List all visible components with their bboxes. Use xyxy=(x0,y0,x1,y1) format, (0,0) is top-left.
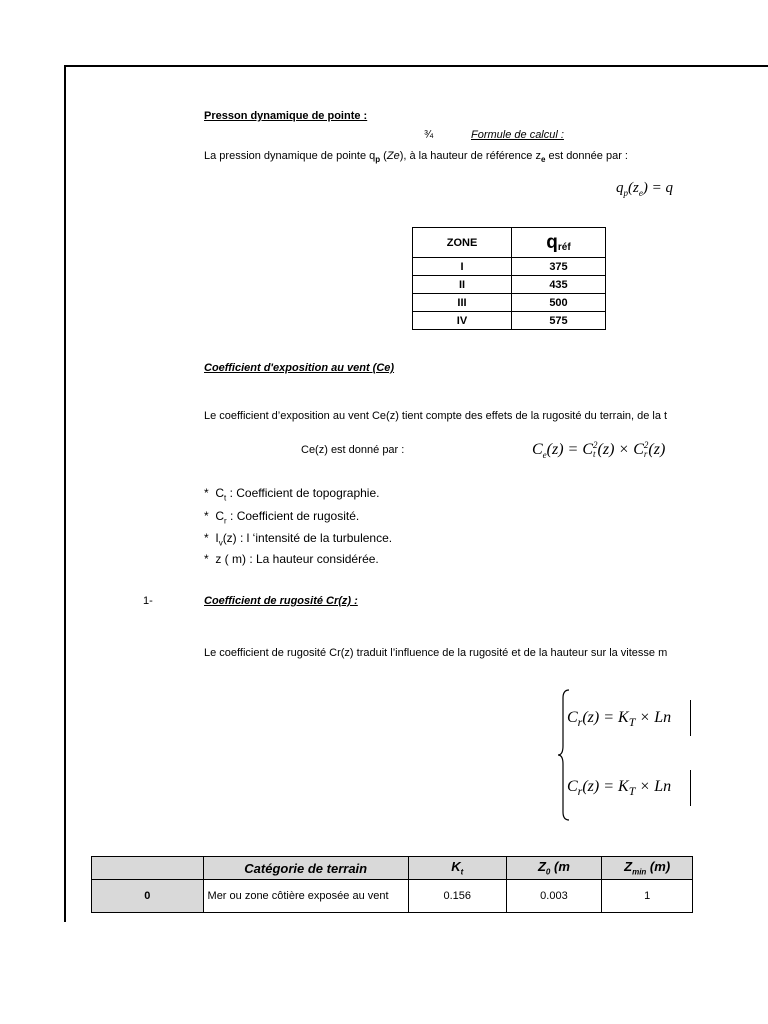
z0-header: $Z_0$ (m xyxy=(506,857,602,880)
bullet-ct: * $C_t$ : Coefficient de topographie. xyxy=(204,486,380,503)
table-row xyxy=(92,880,693,913)
bullet-cr: * $C_r$ : Coefficient de rugosité. xyxy=(204,509,360,526)
table-row xyxy=(413,294,606,312)
category-table-header xyxy=(92,857,693,880)
ce-text: Le coefficient d’exposition au vent Ce(z) tient compte des effets de la rugosité du terrain, de la t xyxy=(204,410,668,422)
kt-header: $K_t$ xyxy=(408,857,506,880)
category-table xyxy=(91,856,693,913)
formula-divider xyxy=(690,770,691,806)
zmin-cell: 1 xyxy=(602,880,693,913)
heading-pression: Presson dynamique de pointe : xyxy=(204,110,368,122)
zone-table xyxy=(412,227,606,330)
table-row xyxy=(413,312,606,330)
formula-qp: $q_p(z_e) = q$ xyxy=(616,180,673,198)
qref-header: $q_{réf}$ xyxy=(512,228,606,258)
zone-cell: IV xyxy=(413,312,512,330)
section-number: 1- xyxy=(143,595,153,607)
formula-label: Formule de calcul : xyxy=(471,129,564,141)
table-row xyxy=(413,276,606,294)
description-cell: Mer ou zone côtière exposée au vent xyxy=(203,880,408,913)
cr-formula-1: $C_r(z) = K_T \times Ln$ xyxy=(567,709,672,730)
zone-table-header xyxy=(413,228,606,258)
heading-ce: Coefficient d'exposition au vent (Ce) xyxy=(204,362,395,374)
ce-formula: $C_e(z) = C$ 2 t (z) × C 2 r (z) xyxy=(532,440,666,461)
pression-text: La pression dynamique de pointe $q_p$ (Ze), à la hauteur de référence $z_e$ est donnée par : xyxy=(204,150,628,165)
zone-cell: I xyxy=(413,258,512,276)
ce-given: Ce(z) est donné par : xyxy=(301,444,405,456)
formula-marker: ¾ xyxy=(424,129,434,141)
zmin-header: $Z_{min}$ (m) xyxy=(602,857,693,880)
table-row xyxy=(413,258,606,276)
category-header: Catégorie de terrain xyxy=(203,857,408,880)
bullet-iv: * $I_v(z)$ : l ‘intensité de la turbulence. xyxy=(204,531,393,548)
blank-header xyxy=(92,857,204,880)
cr-text: Le coefficient de rugosité Cr(z) traduit l’influence de la rugosité et de la hauteur sur la vitesse m xyxy=(204,647,668,659)
category-cell: 0 xyxy=(92,880,204,913)
qref-cell: 375 xyxy=(512,258,606,276)
kt-cell: 0.156 xyxy=(408,880,506,913)
zone-cell: III xyxy=(413,294,512,312)
cr-formula-2: $C_r(z) = K_T \times Ln$ xyxy=(567,778,672,799)
heading-cr: Coefficient de rugosité Cr(z) : xyxy=(204,595,358,607)
qref-cell: 575 xyxy=(512,312,606,330)
bullet-z: * z ( m) : La hauteur considérée. xyxy=(204,552,379,566)
formula-divider xyxy=(690,700,691,736)
qref-cell: 435 xyxy=(512,276,606,294)
qref-cell: 500 xyxy=(512,294,606,312)
z0-cell: 0.003 xyxy=(506,880,602,913)
zone-header: ZONE xyxy=(413,228,512,258)
zone-cell: II xyxy=(413,276,512,294)
